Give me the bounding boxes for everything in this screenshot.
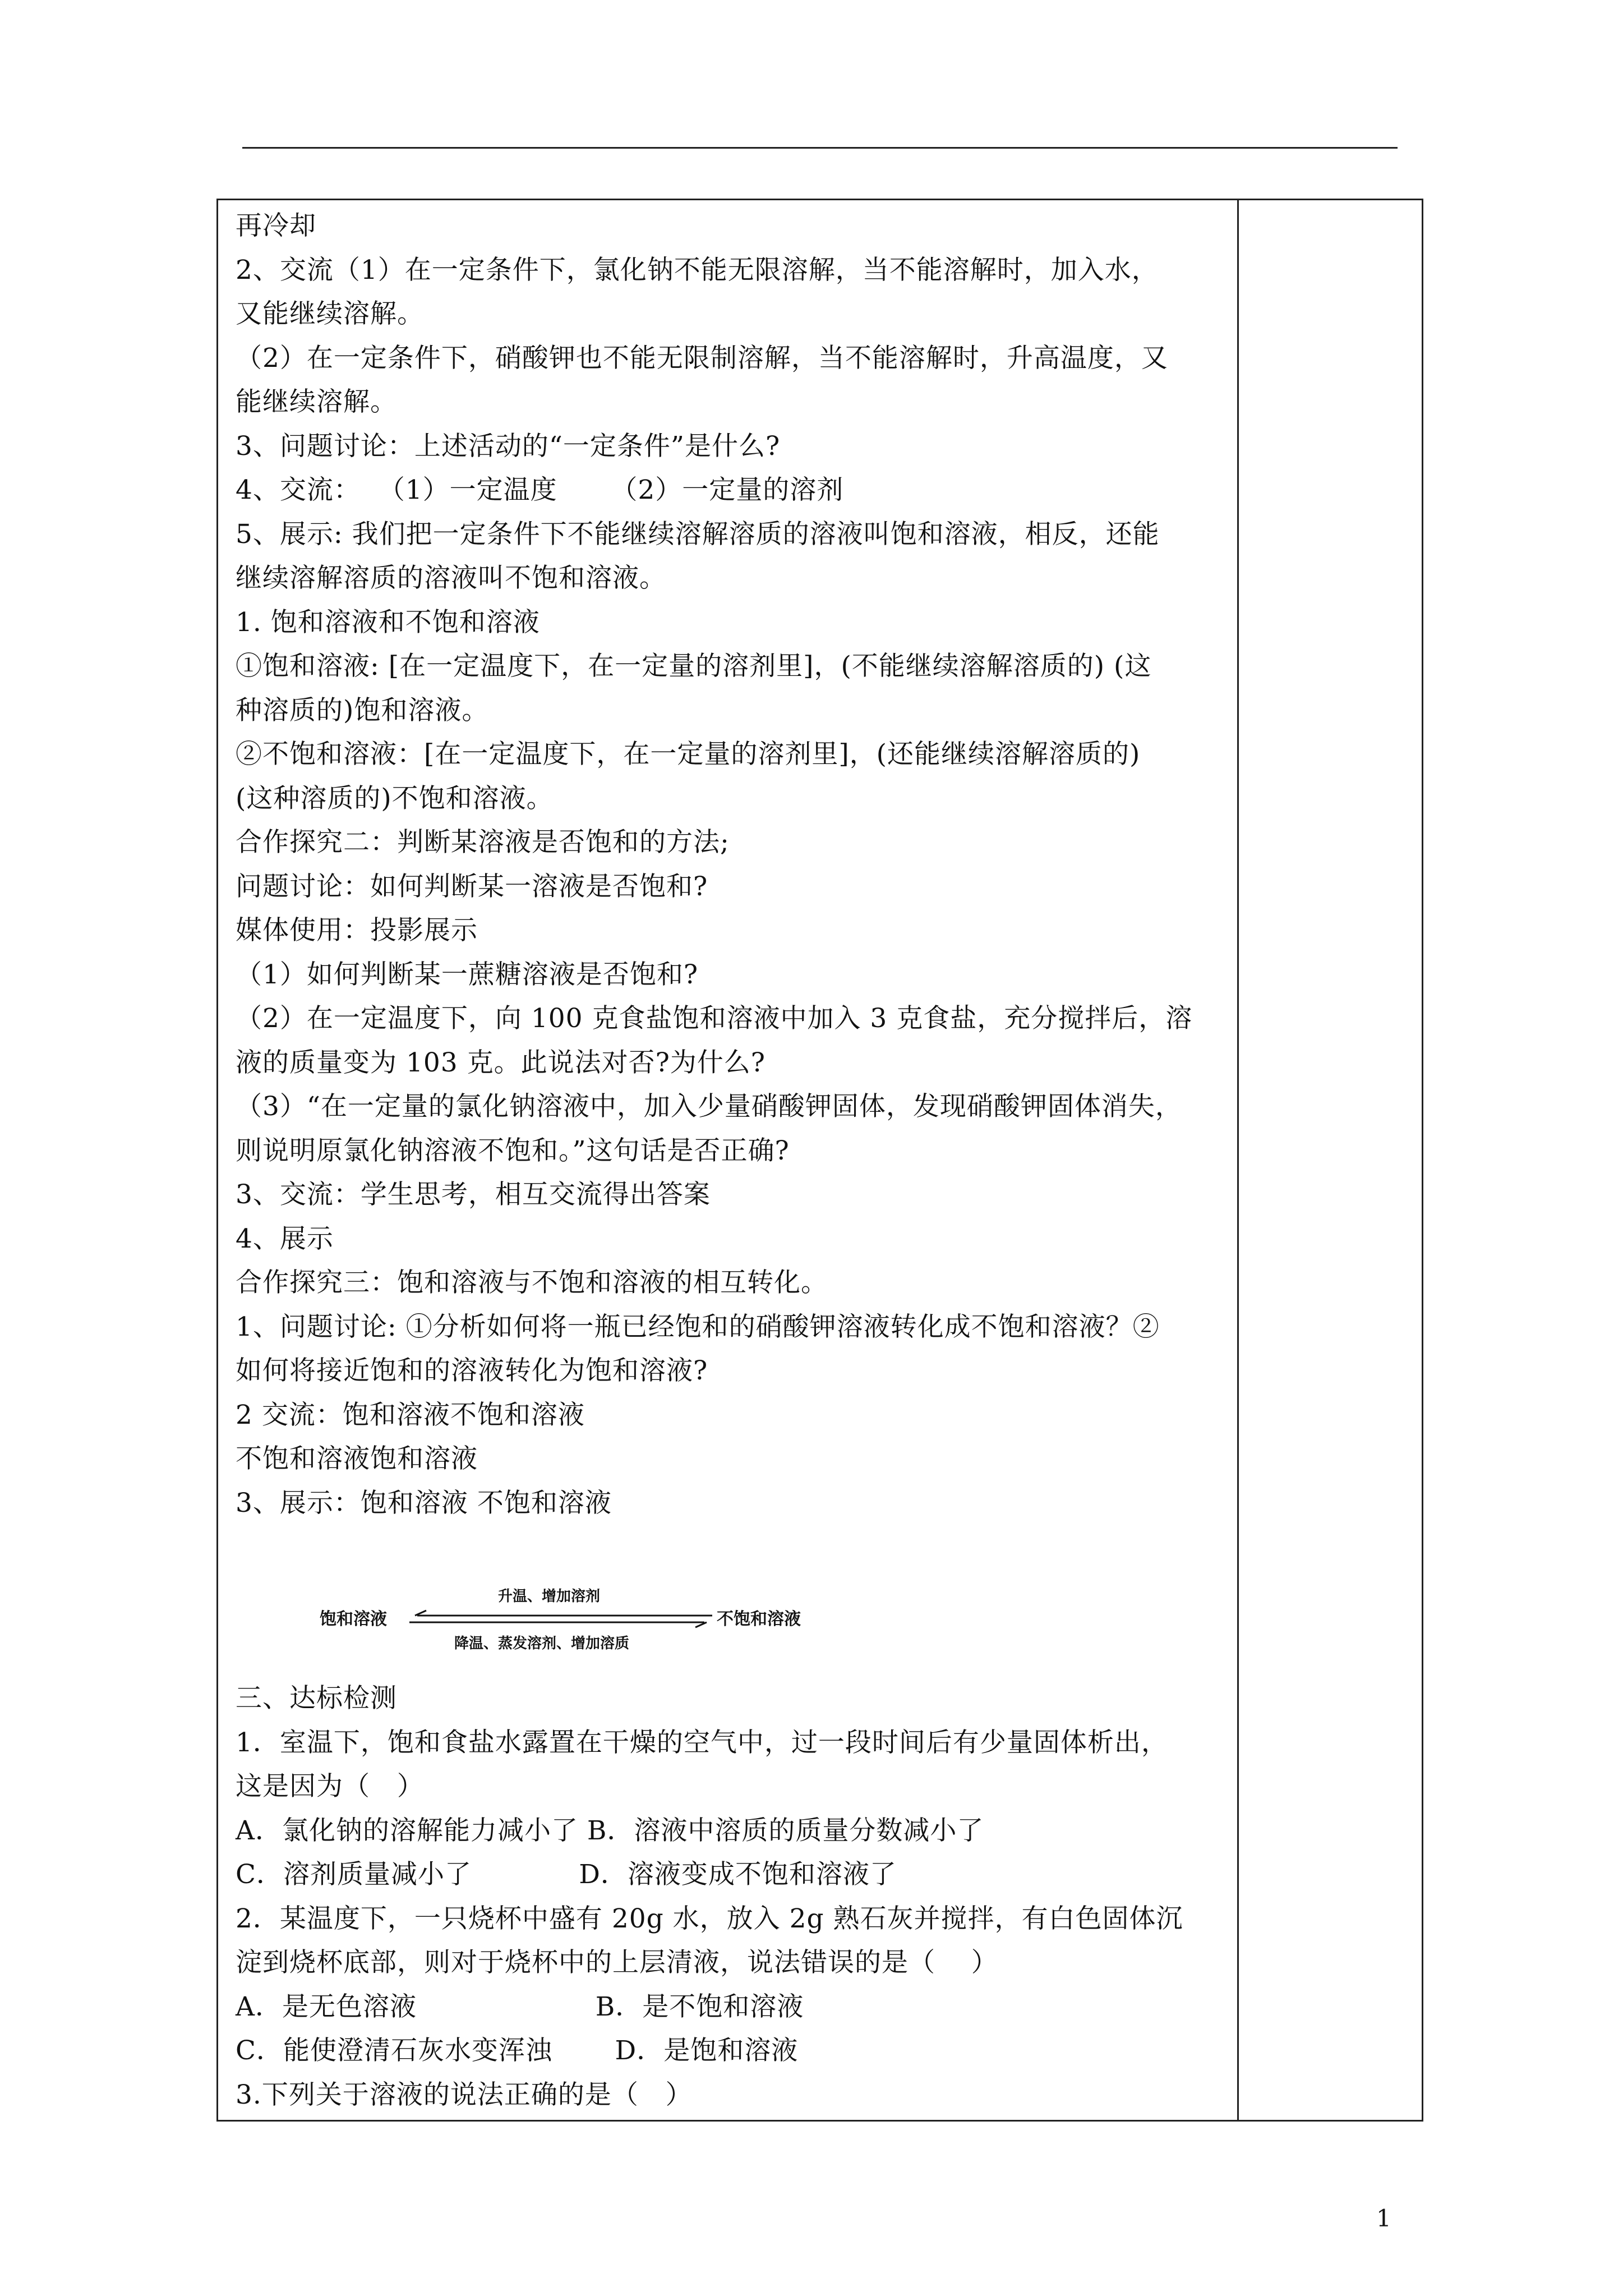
text-line: 三、达标检测 xyxy=(236,1683,397,1714)
diagram-right-label: 不饱和溶液 xyxy=(717,1609,801,1629)
lesson-content xyxy=(236,204,1228,2117)
conversion-diagram xyxy=(236,1525,1228,1677)
text-line: 4、展示 xyxy=(236,1223,334,1254)
text-line: 液的质量变为 103 克。此说法对否?为什么? xyxy=(236,1047,766,1078)
text-line: 5、展示: 我们把一定条件下不能继续溶解溶质的溶液叫饱和溶液，相反，还能 xyxy=(236,518,1160,550)
text-line: 3、问题讨论：上述活动的“一定条件”是什么? xyxy=(236,430,781,462)
text-line: C．溶剂质量减小了 D．溶液变成不饱和溶液了 xyxy=(236,1859,897,1890)
diagram-top-label: 升温、增加溶剂 xyxy=(498,1588,601,1605)
text-line: A．氯化钠的溶解能力减小了 B．溶液中溶质的质量分数减小了 xyxy=(236,1815,984,1846)
text-line: （2）在一定温度下，向 100 克食盐饱和溶液中加入 3 克食盐，充分搅拌后，溶 xyxy=(236,1003,1193,1034)
text-line: ②不饱和溶液：[在一定温度下，在一定量的溶剂里]，(还能继续溶解溶质的) xyxy=(236,739,1141,770)
diagram-bottom-label: 降温、蒸发溶剂、增加溶质 xyxy=(454,1635,630,1652)
text-line: 合作探究二：判断某溶液是否饱和的方法; xyxy=(236,827,730,858)
page-number: 1 xyxy=(1376,2205,1391,2232)
text-line: （1）如何判断某一蔗糖溶液是否饱和? xyxy=(236,959,699,990)
text-line: C．能使澄清石灰水变浑浊 D．是饱和溶液 xyxy=(236,2035,799,2066)
text-line: 则说明原氯化钠溶液不饱和。”这句话是否正确? xyxy=(236,1135,790,1166)
text-line: 1．室温下，饱和食盐水露置在干燥的空气中，过一段时间后有少量固体析出， xyxy=(236,1727,1168,1758)
text-line: 1、问题讨论: ①分析如何将一瓶已经饱和的硝酸钾溶液转化成不饱和溶液？② xyxy=(236,1311,1160,1342)
text-line: 3.下列关于溶液的说法正确的是（ ） xyxy=(236,2079,693,2110)
text-line: 1. 饱和溶液和不饱和溶液 xyxy=(236,606,540,638)
text-line: （2）在一定条件下，硝酸钾也不能无限制溶解，当不能溶解时，升高温度，又 xyxy=(236,342,1168,374)
text-line: 2、交流（1）在一定条件下，氯化钠不能无限溶解，当不能溶解时，加入水， xyxy=(236,254,1159,286)
text-line: 这是因为（ ） xyxy=(236,1771,424,1802)
text-line: 继续溶解溶质的溶液叫不饱和溶液。 xyxy=(236,563,666,593)
text-line: 2．某温度下，一只烧杯中盛有 20g 水，放入 2g 熟石灰并搅拌，有白色固体沉 xyxy=(236,1903,1183,1934)
diagram-left-label: 饱和溶液 xyxy=(320,1609,387,1629)
text-line: 问题讨论：如何判断某一溶液是否饱和? xyxy=(236,871,708,902)
double-arrow-icon xyxy=(409,1608,712,1628)
header-rule xyxy=(242,147,1398,149)
text-line: 合作探究三：饱和溶液与不饱和溶液的相互转化。 xyxy=(236,1267,828,1298)
text-line: 2 交流：饱和溶液不饱和溶液 xyxy=(236,1399,585,1430)
text-line: ①饱和溶液: [在一定温度下，在一定量的溶剂里]，(不能继续溶解溶质的) (这 xyxy=(236,651,1152,682)
text-line: 又能继续溶解。 xyxy=(236,298,424,329)
text-line: 种溶质的)饱和溶液。 xyxy=(236,694,489,726)
text-line: (这种溶质的)不饱和溶液。 xyxy=(236,783,554,814)
text-line: 如何将接近饱和的溶液转化为饱和溶液? xyxy=(236,1355,708,1386)
text-line: 4、交流： （1）一定温度 （2）一定量的溶剂 xyxy=(236,475,844,505)
text-line: A．是无色溶液 B．是不饱和溶液 xyxy=(236,1991,804,2022)
text-line: 媒体使用：投影展示 xyxy=(236,915,478,946)
text-line: 不饱和溶液饱和溶液 xyxy=(236,1443,478,1474)
text-line: 淀到烧杯底部，则对于烧杯中的上层清液，说法错误的是（ ） xyxy=(236,1947,998,1978)
text-line: 3、交流：学生思考，相互交流得出答案 xyxy=(236,1179,711,1210)
text-line: （3）“在一定量的氯化钠溶液中，加入少量硝酸钾固体，发现硝酸钾固体消失， xyxy=(236,1091,1182,1122)
text-line: 3、展示：饱和溶液 不饱和溶液 xyxy=(236,1487,612,1519)
text-line: 再冷却 xyxy=(236,210,316,241)
text-line: 能继续溶解。 xyxy=(236,386,397,417)
table-column-divider xyxy=(1237,199,1239,2122)
